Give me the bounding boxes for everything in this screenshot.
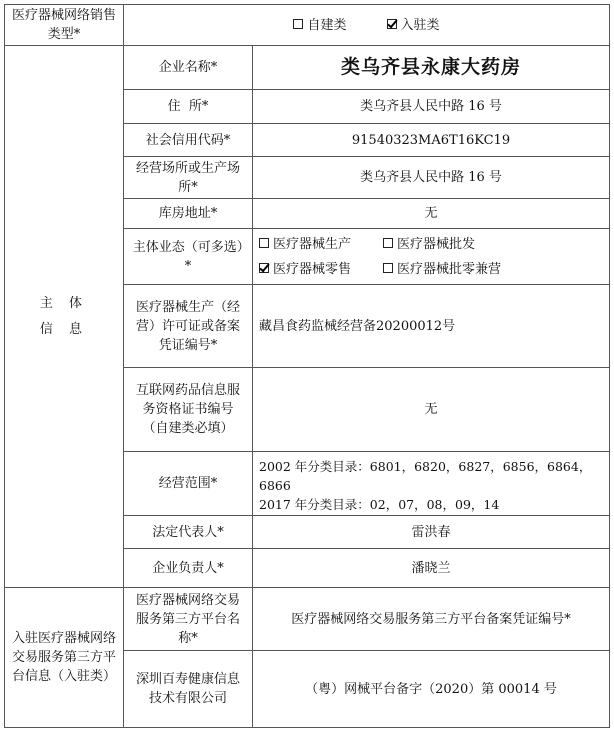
option-wholesale-retail[interactable] [383,260,503,279]
platform-name-value [123,650,253,728]
premises-label-text: 经营场所或生产场所* [135,160,240,195]
legal-rep-label [123,515,253,549]
sales-type-options [123,4,610,46]
scope-line-2017: 2017 年分类目录：02，07，08，09，14 [259,497,500,512]
internet-cert-label-text: 互联网药品信息服务资格证书编号（自建类必填） [135,383,240,436]
business-type-options [252,228,610,285]
checkbox-icon[interactable] [293,19,303,29]
legal-rep-text: 雷洪春 [411,524,451,540]
premises-label [123,156,253,199]
option-self-built-label: 自建类 [307,17,347,33]
credit-code-value [252,123,610,157]
option-wholesale-label: 医疗器械批发 [397,236,476,252]
warehouse-label [123,198,253,229]
option-retail[interactable] [259,260,383,279]
company-name-text: 类乌齐县永康大药房 [340,56,521,78]
platform-name-text: 深圳百寿健康信息技术有限公司 [135,672,240,706]
license-value [252,284,610,368]
option-production-label: 医疗器械生产 [273,236,352,252]
credit-code-label-text: 社会信用代码* [145,132,231,148]
scope-label [123,451,253,516]
sales-type-label [4,4,124,46]
principal-text: 潘晓兰 [411,560,451,576]
scope-value [252,451,610,516]
scope-line-2002: 2002 年分类目录：6801，6820，6827，6856，6864，6866 [259,459,592,493]
option-self-built[interactable] [293,16,346,35]
subject-info-group-label [4,45,124,588]
sales-type-label-text: 医疗器械网络销售类型* [11,8,116,42]
subject-info-group-text: 主 体 信 息 [39,295,89,337]
business-type-label-text: 主体业态（可多选）* [132,239,244,274]
option-wholesale[interactable] [383,235,503,254]
company-name-value [252,45,610,90]
business-type-grid [259,235,503,279]
address-label-text: 住 所* [167,99,209,114]
credit-code-text: 91540323MA6T16KC19 [351,132,511,148]
checkbox-icon[interactable] [383,263,393,273]
premises-text: 类乌齐县人民中路 16 号 [360,170,502,185]
platform-info-group-label [4,587,124,728]
platform-record-value [252,650,610,728]
legal-rep-label-text: 法定代表人* [152,524,224,540]
company-name-label-text: 企业名称* [158,60,218,75]
platform-record-label [252,587,610,651]
principal-value [252,548,610,588]
checkbox-icon[interactable] [259,238,269,248]
checked-checkbox-icon[interactable] [259,263,269,273]
principal-label [123,548,253,588]
option-retail-label: 医疗器械零售 [273,261,352,277]
address-label [123,89,253,124]
platform-name-label [123,587,253,651]
license-label-text: 医疗器械生产（经营）许可证或备案凭证编号* [135,299,240,353]
internet-cert-value [252,367,610,452]
principal-label-text: 企业负责人* [152,560,224,576]
address-value [252,89,610,124]
credit-code-label [123,123,253,157]
platform-info-group-text: 入驻医疗器械网络交易服务第三方平台信息（入驻类） [11,631,116,684]
warehouse-text: 无 [424,206,438,221]
company-name-label [123,45,253,90]
option-production[interactable] [259,235,383,254]
internet-cert-text: 无 [424,402,438,417]
scope-label-text: 经营范围* [158,476,218,491]
platform-record-text: （粤）网械平台备字（2020）第 00014 号 [305,681,557,697]
warehouse-value [252,198,610,229]
option-resident-label: 入驻类 [400,17,440,33]
internet-cert-label [123,367,253,452]
warehouse-label-text: 库房地址* [158,206,218,221]
address-text: 类乌齐县人民中路 16 号 [360,99,502,114]
platform-record-label-text: 医疗器械网络交易服务第三方平台备案凭证编号* [291,611,571,627]
license-label [123,284,253,368]
checkbox-icon[interactable] [383,238,393,248]
option-wholesale-retail-label: 医疗器械批零兼营 [397,261,502,277]
platform-name-label-text: 医疗器械网络交易服务第三方平台名称* [135,592,240,646]
legal-rep-value [252,515,610,549]
checked-checkbox-icon[interactable] [387,19,397,29]
license-text: 藏昌食药监械经营备20200012号 [259,318,456,334]
business-type-label [123,228,253,285]
premises-value [252,156,610,199]
option-resident[interactable] [387,16,440,35]
